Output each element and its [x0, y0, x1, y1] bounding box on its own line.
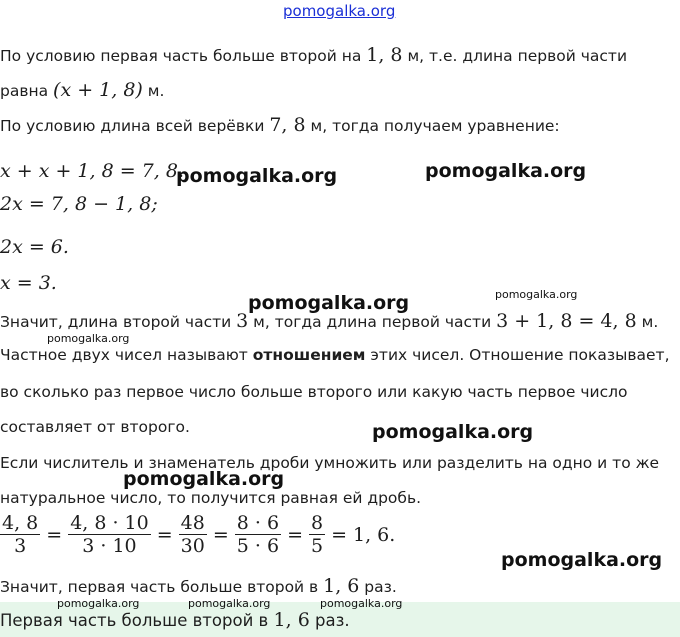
watermark: pomogalka.org: [501, 549, 663, 571]
watermark: pomogalka.org: [47, 332, 130, 345]
equation-3: 2x = 6.: [0, 236, 69, 258]
watermark: pomogalka.org: [425, 160, 587, 182]
site-link[interactable]: pomogalka.org: [283, 2, 396, 20]
watermark: pomogalka.org: [176, 165, 338, 187]
watermark: pomogalka.org: [123, 468, 285, 490]
fraction-rule-line-2: натуральное число, то получится равная ей дробь.: [0, 489, 422, 507]
watermark: pomogalka.org: [57, 597, 140, 610]
total-length-line: По условию длина всей верёвки 7, 8 м, тогда получаем уравнение:: [0, 114, 560, 136]
ratio-definition-line-1: Частное двух чисел называют отношением этих чисел. Отношение показывает,: [0, 346, 670, 364]
answer-value: 1, 6: [273, 609, 310, 631]
ratio-definition-line-3: составляет от второго.: [0, 418, 190, 436]
fraction-1: $\frac{4, 8}{3}$: [2, 512, 39, 557]
fraction-3: $\frac{48}{30}$: [180, 512, 205, 557]
watermark: pomogalka.org: [248, 292, 410, 314]
lengths-conclusion-line: Значит, длина второй части 3 м, тогда длина первой части 3 + 1, 8 = 4, 8 м.: [0, 310, 659, 332]
watermark: pomogalka.org: [188, 597, 271, 610]
fraction-4: $\frac{8 \cdot 6}{5 \cdot 6}$: [236, 512, 280, 557]
ratio-term: отношением: [252, 346, 366, 364]
fraction-5: $\frac{8}{5}$: [311, 512, 324, 557]
ratio-value: 1, 6: [323, 575, 360, 597]
answer-line: Первая часть больше второй в 1, 6 раз.: [0, 609, 350, 631]
ratio-definition-line-2: во сколько раз первое число больше второго или какую часть первое число: [0, 383, 628, 401]
fraction-2: $\frac{4, 8 \cdot 10}{3 \cdot 10}$: [70, 512, 149, 557]
watermark: pomogalka.org: [495, 288, 578, 301]
watermark: pomogalka.org: [320, 597, 403, 610]
ratio-conclusion-line: Значит, первая часть больше второй в 1, 6 раз.: [0, 575, 397, 597]
fraction-rule-line-1: Если числитель и знаменатель дроби умножить или разделить на одно и то же: [0, 454, 660, 472]
equation-1: x + x + 1, 8 = 7, 8.: [0, 160, 184, 182]
watermark: pomogalka.org: [372, 421, 534, 443]
total-length-value: 7, 8: [269, 114, 306, 136]
condition-line-1: По условию первая часть больше второй на 1, 8 м, т.е. длина первой части: [0, 44, 628, 66]
fraction-chain: $\frac{4, 8}{3}$ = $\frac{4, 8 \cdot 10}{3 \cdot 10}$ = $\frac{48}{30}$ = $\frac{8 \cdot 6}{5 \cdot 6}$ = $\frac{8}{5}$ = 1, 6.: [2, 512, 396, 557]
condition-line-2: равна (x + 1, 8) м.: [0, 79, 165, 101]
first-part-calculation: 3 + 1, 8 = 4, 8: [496, 310, 637, 332]
equation-4: x = 3.: [0, 272, 57, 294]
difference-value: 1, 8: [366, 44, 403, 66]
second-part-value: 3: [236, 310, 249, 332]
equation-2: 2x = 7, 8 − 1, 8;: [0, 193, 158, 215]
first-part-expression: (x + 1, 8): [53, 79, 143, 101]
fraction-result: 1, 6.: [353, 523, 396, 546]
